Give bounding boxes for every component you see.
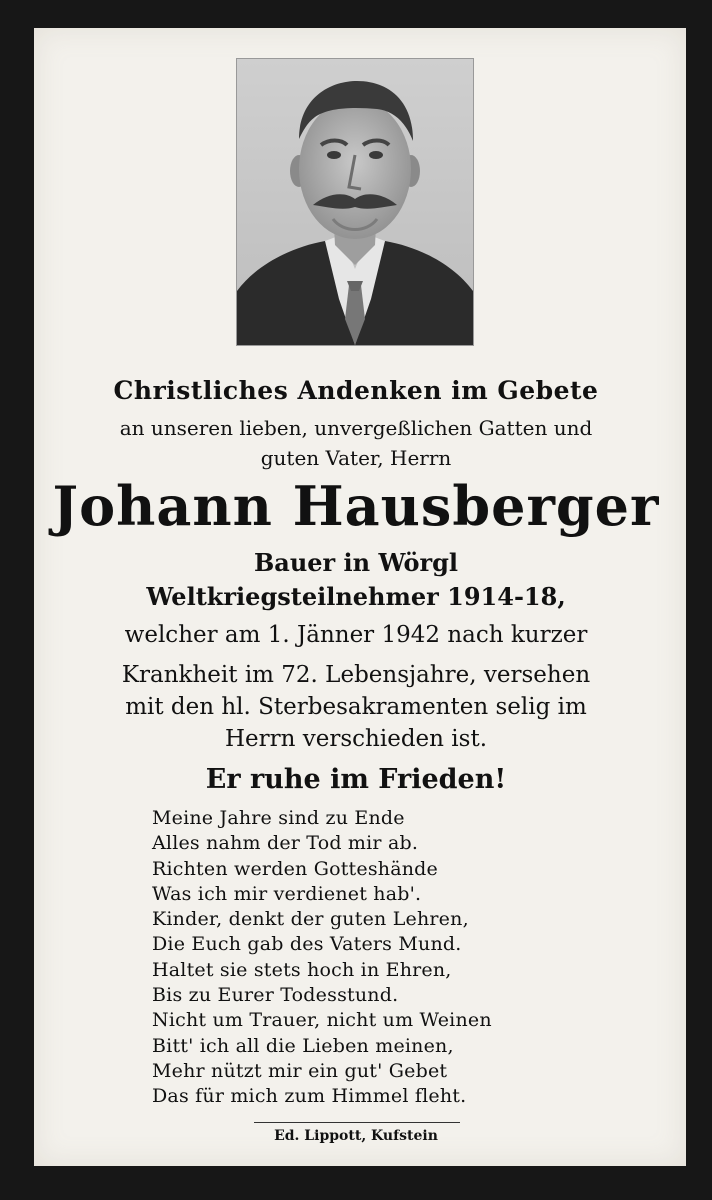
intro-line-1: an unseren lieben, unvergeßlichen Gatten und bbox=[119, 416, 593, 440]
deceased-name: Johann Hausberger bbox=[52, 474, 660, 538]
poem-line: Meine Jahre sind zu Ende bbox=[152, 807, 405, 829]
intro-line-2: guten Vater, Herrn bbox=[260, 446, 452, 470]
poem-line: Das für mich zum Himmel fleht. bbox=[152, 1085, 467, 1108]
poem-line: Was ich mir verdienet hab'. bbox=[152, 882, 422, 905]
death-notice-line: Herrn verschieden ist. bbox=[224, 726, 488, 752]
veteran-line: Weltkriegsteilnehmer 1914-18, bbox=[146, 582, 566, 611]
poem-line: Bis zu Eurer Todesstund. bbox=[152, 984, 399, 1007]
memorial-poem bbox=[152, 806, 582, 1110]
occupation-line: Bauer in Wörgl bbox=[253, 548, 459, 577]
portrait-photo bbox=[236, 58, 474, 346]
poem-line: Mehr nützt mir ein gut' Gebet bbox=[152, 1059, 448, 1082]
death-notice-line: welcher am 1. Jänner 1942 nach kurzer bbox=[124, 622, 588, 648]
poem-line: Haltet sie stets hoch in Ehren, bbox=[152, 958, 452, 981]
poem-line: Richten werden Gotteshände bbox=[152, 857, 438, 880]
death-notice-line: Krankheit im 72. Lebensjahre, versehen bbox=[121, 662, 591, 688]
printer-credit: Ed. Lippott, Kufstein bbox=[274, 1128, 438, 1144]
printer-divider bbox=[254, 1122, 460, 1123]
poem-line: Nicht um Trauer, nicht um Weinen bbox=[152, 1009, 492, 1032]
poem-line: Alles nahm der Tod mir ab. bbox=[152, 832, 419, 855]
card-heading: Christliches Andenken im Gebete bbox=[113, 376, 599, 405]
poem-line: Bitt' ich all die Lieben meinen, bbox=[152, 1034, 454, 1057]
rest-in-peace-line: Er ruhe im Frieden! bbox=[205, 764, 507, 795]
poem-line: Die Euch gab des Vaters Mund. bbox=[152, 933, 462, 956]
death-notice-line: mit den hl. Sterbesakramenten selig im bbox=[125, 694, 587, 720]
poem-line: Kinder, denkt der guten Lehren, bbox=[152, 908, 469, 931]
